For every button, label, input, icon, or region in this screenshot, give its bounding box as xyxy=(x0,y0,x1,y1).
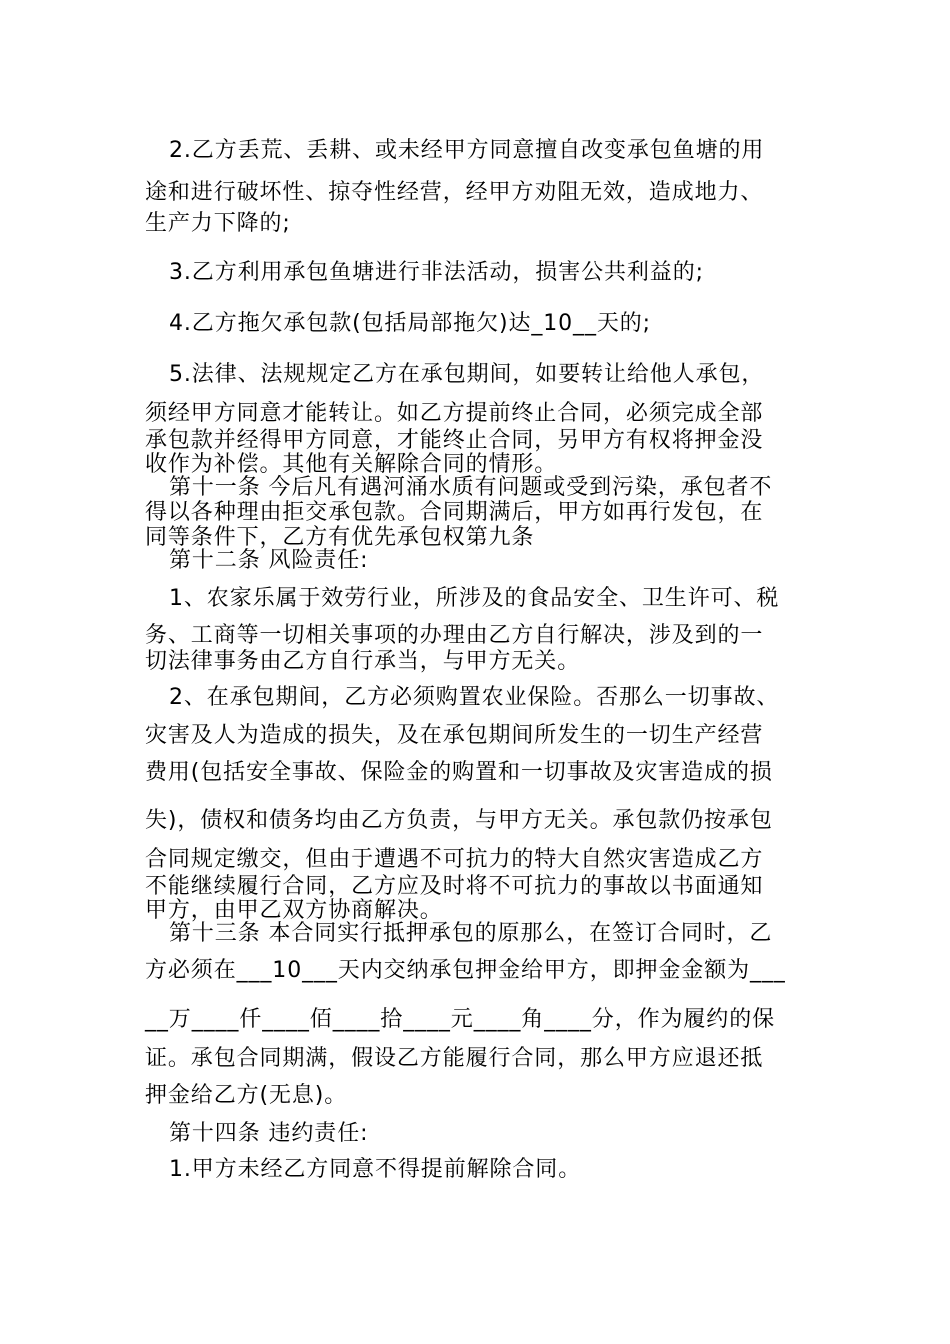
text-line: 2.乙方丢荒、丢耕、或未经甲方同意擅自改变承包鱼塘的用 xyxy=(169,138,765,163)
text-line: 第十三条 本合同实行抵押承包的原那么，在签订合同时，乙 xyxy=(169,921,773,946)
text-line: 不能继续履行合同，乙方应及时将不可抗力的事故以书面通知 xyxy=(145,874,764,899)
text-line: __万____仟____佰____拾____元____角____分，作为履约的保 xyxy=(145,1007,776,1032)
text-line: 得以各种理由拒交承包款。合同期满后，甲方如再行发包，在 xyxy=(145,500,764,525)
text-line: 第十一条 今后凡有遇河涌水质有问题或受到污染，承包者不 xyxy=(169,475,773,500)
text-line: 灾害及人为造成的损失，及在承包期间所发生的一切生产经营 xyxy=(145,723,764,748)
text-line: 合同规定缴交，但由于遭遇不可抗力的特大自然灾害造成乙方 xyxy=(145,847,764,872)
text-line: 途和进行破坏性、掠夺性经营，经甲方劝阻无效，造成地力、 xyxy=(145,180,764,205)
text-line: 方必须在___10___天内交纳承包押金给甲方，即押金金额为___ xyxy=(145,958,786,983)
text-line: 5.法律、法规规定乙方在承包期间，如要转让给他人承包， xyxy=(169,362,765,387)
text-line: 切法律事务由乙方自行承当，与甲方无关。 xyxy=(145,649,581,674)
text-line: 失)，债权和债务均由乙方负责，与甲方无关。承包款仍按承包 xyxy=(145,808,773,833)
text-line: 3.乙方利用承包鱼塘进行非法活动，损害公共利益的; xyxy=(169,260,704,285)
text-line: 1、农家乐属于效劳行业，所涉及的食品安全、卫生许可、税 xyxy=(169,586,780,611)
text-line: 同等条件下，乙方有优先承包权第九条 xyxy=(145,525,535,550)
text-line: 须经甲方同意才能转让。如乙方提前终止合同，必须完成全部 xyxy=(145,401,764,426)
text-line: 4.乙方拖欠承包款(包括局部拖欠)达_10__天的; xyxy=(169,311,651,336)
text-line: 2、在承包期间，乙方必须购置农业保险。否那么一切事故、 xyxy=(169,685,780,710)
text-line: 押金给乙方(无息)。 xyxy=(145,1083,348,1108)
text-line: 生产力下降的; xyxy=(145,211,291,236)
text-line: 收作为补偿。其他有关解除合同的情形。 xyxy=(145,452,558,477)
text-line: 证。承包合同期满，假设乙方能履行合同，那么甲方应退还抵 xyxy=(145,1046,764,1071)
text-line: 第十二条 风险责任: xyxy=(169,548,369,573)
text-line: 1.甲方未经乙方同意不得提前解除合同。 xyxy=(169,1157,582,1182)
text-line: 费用(包括安全事故、保险金的购置和一切事故及灾害造成的损 xyxy=(145,760,773,785)
text-line: 第十四条 违约责任: xyxy=(169,1121,369,1146)
text-line: 承包款并经得甲方同意，才能终止合同，另甲方有权将押金没 xyxy=(145,428,764,453)
text-line: 甲方，由甲乙双方协商解决。 xyxy=(145,898,443,923)
text-line: 务、工商等一切相关事项的办理由乙方自行解决，涉及到的一 xyxy=(145,623,764,648)
